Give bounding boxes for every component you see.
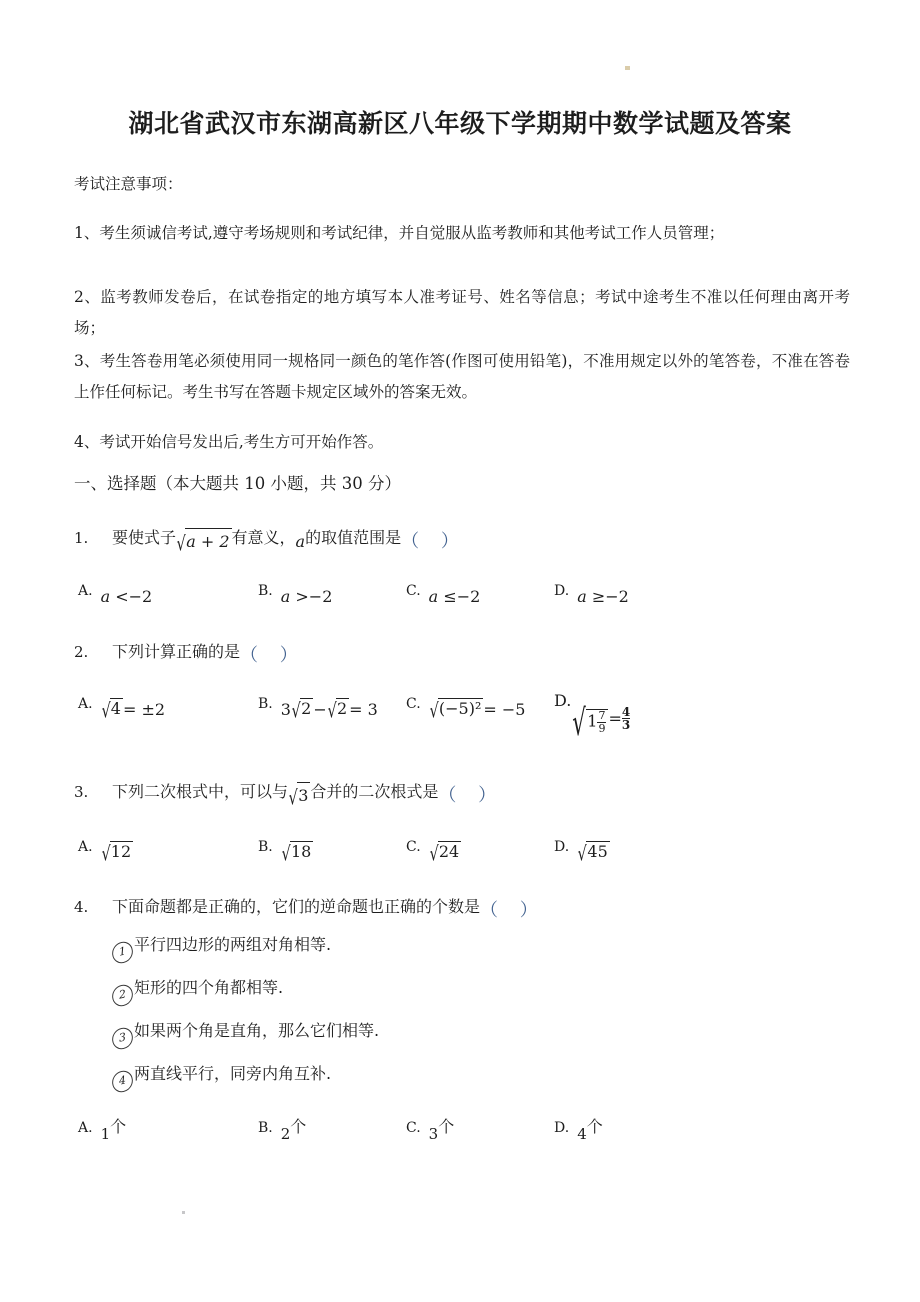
option-radicand: (−5)² bbox=[438, 699, 482, 718]
option-radical-2 bbox=[327, 698, 349, 723]
option-count: 1 bbox=[100, 1125, 111, 1143]
proposition-1 bbox=[112, 932, 331, 958]
question-4-option-b[interactable] bbox=[258, 1117, 307, 1143]
scan-artifact-bottom bbox=[182, 1211, 185, 1214]
question-4-number: 4. bbox=[74, 898, 89, 916]
question-1-option-a[interactable] bbox=[78, 583, 153, 606]
radical-sign-icon: √ bbox=[429, 698, 439, 723]
option-label: B. bbox=[258, 1120, 273, 1136]
option-value: −2 bbox=[605, 587, 629, 606]
option-tail: = −5 bbox=[483, 700, 526, 719]
option-value: −2 bbox=[456, 587, 481, 606]
option-unit: 个 bbox=[586, 1117, 603, 1136]
question-3-stem-after: 合并的二次根式是 bbox=[310, 782, 439, 801]
option-label: C. bbox=[406, 583, 421, 599]
option-relation-symbol: ≥ bbox=[591, 587, 606, 606]
question-1-option-b[interactable] bbox=[258, 583, 333, 606]
question-3 bbox=[74, 778, 874, 810]
option-radicand-2: 2 bbox=[336, 699, 348, 718]
option-label: A. bbox=[78, 583, 93, 599]
question-2-option-b[interactable] bbox=[258, 695, 378, 723]
question-1-variable: a bbox=[295, 532, 306, 551]
option-label: B. bbox=[258, 583, 273, 599]
proposition-text: 两直线平行，同旁内角互补. bbox=[134, 1064, 332, 1083]
fraction-denominator: 3 bbox=[621, 718, 631, 733]
question-2-answer-bracket: （ ） bbox=[240, 645, 306, 666]
option-variable: a bbox=[280, 587, 291, 606]
question-4 bbox=[74, 894, 874, 920]
notice-item-4: 4、考试开始信号发出后,考生方可开始作答。 bbox=[74, 433, 384, 451]
proposition-text: 平行四边形的两组对角相等. bbox=[134, 935, 332, 954]
option-radicand: 45 bbox=[587, 842, 608, 861]
option-value: −2 bbox=[308, 587, 333, 606]
option-label: D. bbox=[554, 1120, 570, 1136]
option-radicand-mixed-number bbox=[586, 709, 608, 733]
question-1-answer-bracket: （ ） bbox=[401, 531, 467, 552]
proposition-text: 矩形的四个角都相等. bbox=[134, 978, 284, 997]
option-count: 2 bbox=[280, 1125, 291, 1143]
option-variable: a bbox=[577, 587, 587, 606]
question-4-option-d[interactable] bbox=[554, 1117, 603, 1143]
proposition-text: 如果两个角是直角，那么它们相等. bbox=[134, 1021, 380, 1040]
option-coefficient: 3 bbox=[280, 700, 291, 719]
option-radicand: 24 bbox=[438, 842, 460, 861]
option-label: A. bbox=[78, 696, 93, 712]
question-4-options bbox=[74, 1117, 874, 1147]
radical-sign-icon: √ bbox=[288, 785, 298, 810]
option-equals: = bbox=[608, 709, 622, 728]
fraction-numerator: 4 bbox=[621, 704, 631, 719]
option-unit: 个 bbox=[290, 1117, 307, 1136]
proposition-3 bbox=[112, 1018, 379, 1044]
circled-number-icon: 3 bbox=[111, 1026, 134, 1051]
question-3-radical bbox=[288, 783, 310, 810]
radical-sign-icon: √ bbox=[327, 698, 337, 723]
option-variable: a bbox=[428, 587, 439, 606]
page-title: 湖北省武汉市东湖高新区八年级下学期期中数学试题及答案 bbox=[128, 109, 792, 138]
question-2-option-c[interactable] bbox=[406, 695, 526, 723]
option-label: C. bbox=[406, 839, 421, 855]
question-1-radicand: a + 2 bbox=[185, 528, 231, 555]
option-radicand: 12 bbox=[110, 842, 132, 861]
question-3-number: 3. bbox=[74, 783, 89, 801]
option-label: D. bbox=[554, 583, 570, 599]
question-1 bbox=[74, 524, 874, 556]
question-1-number: 1. bbox=[74, 529, 89, 547]
option-relation-symbol: > bbox=[295, 587, 309, 606]
fraction-numerator: 7 bbox=[598, 709, 606, 723]
option-relation-symbol: < bbox=[115, 587, 129, 606]
exam-notice-heading: 考试注意事项： bbox=[74, 175, 183, 193]
question-2 bbox=[74, 639, 874, 665]
option-radicand: 18 bbox=[290, 842, 312, 861]
option-radical bbox=[281, 841, 314, 866]
radical-sign-icon: √ bbox=[291, 698, 301, 723]
option-label: C. bbox=[406, 1120, 421, 1136]
section-heading-multiple-choice: 一、选择题（本大题共 10 小题，共 30 分） bbox=[74, 474, 401, 493]
question-4-option-c[interactable] bbox=[406, 1117, 455, 1143]
question-3-stem-before: 下列二次根式中，可以与 bbox=[112, 782, 289, 801]
option-radical bbox=[101, 698, 123, 723]
option-relation-symbol: ≤ bbox=[443, 587, 457, 606]
radical-sign-icon: √ bbox=[176, 531, 186, 556]
option-result-fraction bbox=[622, 706, 630, 732]
notice-item-2: 2、监考教师发卷后，在试卷指定的地方填写本人准考证号、姓名等信息；考试中途考生不准以任何理由离开考场； bbox=[74, 288, 850, 337]
option-label: D. bbox=[554, 839, 570, 855]
option-label: B. bbox=[258, 696, 273, 712]
question-3-option-a[interactable] bbox=[78, 838, 133, 866]
option-radical bbox=[577, 841, 610, 866]
question-1-options bbox=[74, 583, 874, 613]
option-variable: a bbox=[100, 587, 111, 606]
option-label: B. bbox=[258, 839, 273, 855]
question-2-option-d[interactable] bbox=[554, 691, 631, 744]
option-radicand-1: 2 bbox=[301, 699, 312, 718]
option-radical-1 bbox=[291, 698, 313, 723]
notice-item-3: 3、考生答卷用笔必须使用同一规格同一颜色的笔作答(作图可使用铅笔)，不准用规定以外的笔答卷，不准在答卷上作任何标记。考生书写在答题卡规定区域外的答案无效。 bbox=[74, 352, 850, 401]
option-tail: = 3 bbox=[349, 700, 378, 719]
question-1-radical bbox=[176, 529, 232, 556]
option-radical bbox=[429, 698, 484, 723]
option-label: C. bbox=[406, 696, 421, 712]
option-radical bbox=[101, 841, 134, 866]
radical-sign-icon: √ bbox=[572, 701, 587, 744]
question-3-answer-bracket: （ ） bbox=[438, 785, 505, 806]
scan-artifact-top bbox=[625, 66, 630, 70]
question-1-stem-before: 要使式子 bbox=[112, 528, 177, 547]
question-3-options bbox=[74, 838, 874, 868]
question-1-stem-after: 的取值范围是 bbox=[305, 528, 402, 547]
question-2-stem: 下列计算正确的是 bbox=[112, 642, 241, 661]
option-radical bbox=[429, 841, 462, 866]
fraction-denominator: 9 bbox=[598, 721, 606, 735]
option-unit: 个 bbox=[110, 1117, 127, 1136]
circled-number-icon: 1 bbox=[111, 940, 134, 965]
mixed-fraction bbox=[597, 710, 606, 733]
option-label: A. bbox=[78, 1120, 93, 1136]
proposition-4 bbox=[112, 1061, 331, 1087]
radical-sign-icon: √ bbox=[101, 698, 111, 723]
question-1-stem-middle: 有意义， bbox=[231, 528, 296, 547]
circled-number-icon: 4 bbox=[111, 1069, 134, 1094]
radical-sign-icon: √ bbox=[429, 841, 439, 866]
question-4-answer-bracket: （ ） bbox=[480, 900, 546, 921]
question-3-option-c[interactable] bbox=[406, 838, 461, 866]
notice-item-1: 1、考生须诚信考试,遵守考场规则和考试纪律，并自觉服从监考教师和其他考试工作人员管理； bbox=[74, 224, 725, 242]
radical-sign-icon: √ bbox=[577, 841, 587, 866]
option-value: −2 bbox=[128, 587, 153, 606]
option-radical bbox=[571, 701, 608, 744]
question-3-option-b[interactable] bbox=[258, 838, 313, 866]
option-radicand: 4 bbox=[110, 699, 121, 718]
circled-number-icon: 2 bbox=[111, 983, 134, 1008]
question-2-options bbox=[74, 691, 874, 744]
question-3-radicand: 3 bbox=[297, 782, 310, 809]
option-tail: = ±2 bbox=[122, 700, 166, 719]
question-2-number: 2. bbox=[74, 643, 89, 661]
question-2-option-a[interactable] bbox=[78, 695, 166, 723]
proposition-2 bbox=[112, 975, 283, 1001]
question-3-option-d[interactable] bbox=[554, 838, 610, 866]
option-label: A. bbox=[78, 839, 93, 855]
option-label: D. bbox=[554, 691, 572, 710]
radical-sign-icon: √ bbox=[281, 841, 291, 866]
question-1-option-d[interactable] bbox=[554, 583, 629, 606]
option-operator: − bbox=[313, 700, 327, 719]
option-count: 4 bbox=[577, 1125, 587, 1143]
option-count: 3 bbox=[428, 1125, 439, 1143]
option-unit: 个 bbox=[438, 1117, 455, 1136]
question-4-stem: 下面命题都是正确的，它们的逆命题也正确的个数是 bbox=[112, 897, 481, 916]
radical-sign-icon: √ bbox=[101, 841, 111, 866]
question-1-option-c[interactable] bbox=[406, 583, 481, 606]
question-4-option-a[interactable] bbox=[78, 1117, 127, 1143]
mixed-whole-part: 1 bbox=[587, 712, 598, 731]
